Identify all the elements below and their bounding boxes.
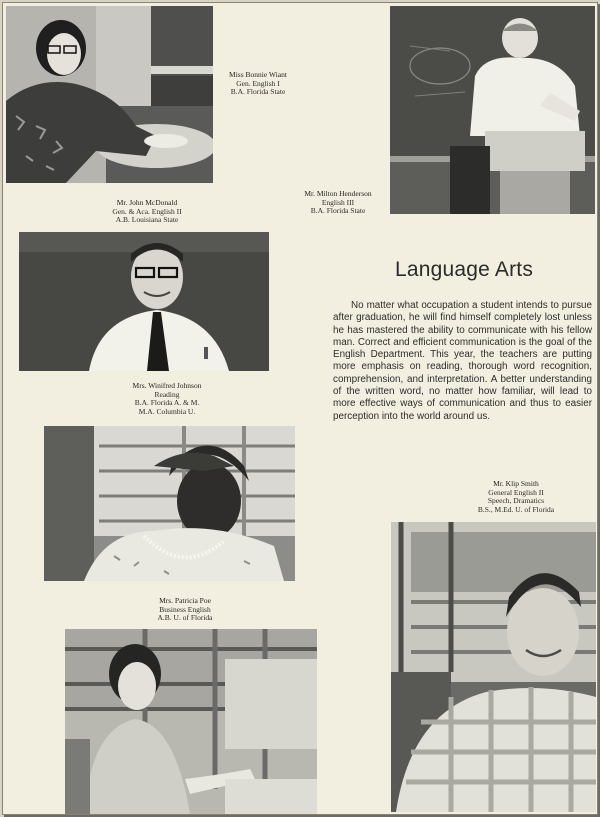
caption-line: B.A. Florida A. & M. — [134, 398, 200, 408]
photo-patricia-poe — [65, 629, 317, 814]
caption-name: Mrs. Patricia Poe — [159, 596, 211, 605]
caption-line: Reading — [154, 389, 180, 399]
caption-john-mcdonald — [100, 199, 194, 225]
caption-milton-henderson — [292, 190, 384, 216]
photo-john-mcdonald — [19, 232, 269, 371]
caption-line: M.A. Columbia U. — [138, 406, 196, 416]
photo-milton-henderson — [390, 6, 595, 214]
caption-line: Gen. & Aca. English II — [112, 206, 182, 216]
photo-winifred-johnson — [44, 426, 295, 581]
caption-klip-smith — [461, 480, 571, 514]
caption-line: B.A. Florida State — [230, 87, 286, 97]
caption-line: Speech, Dramatics — [487, 496, 545, 506]
caption-name: Mr. John McDonald — [116, 198, 178, 207]
caption-line: A.B. Louisiana State — [115, 215, 179, 225]
caption-name: Mrs. Winifred Johnson — [132, 381, 202, 390]
caption-name: Miss Bonnie Wiant — [229, 70, 287, 79]
caption-line: A.B. U. of Florida — [157, 613, 213, 623]
yearbook-page — [2, 2, 598, 815]
caption-line: Business English — [159, 604, 211, 614]
photo-bonnie-wiant — [6, 6, 213, 183]
caption-line: Gen. English I — [236, 78, 280, 88]
caption-patricia-poe — [140, 597, 230, 623]
caption-line: General English II — [488, 487, 544, 497]
caption-bonnie-wiant — [217, 71, 299, 97]
photo-klip-smith — [391, 522, 596, 812]
page-title: Language Arts — [395, 258, 534, 281]
caption-line: B.S., M.Ed. U. of Florida — [477, 504, 555, 514]
caption-line: English III — [321, 197, 355, 207]
caption-name: Mr. Klip Smith — [493, 479, 539, 488]
caption-winifred-johnson — [117, 382, 217, 416]
article-body: No matter what occupation a student intends to pursue after graduation, he will find himself completely lost unless he has mastered the ability to communicate with his fellow man. Correct and efficient communication is the goal of the English Department. This year, the teachers are putting more emphasis on reading, thorough word recognition, comprehension, and interpretation. A better understanding of the written word, no matter how familiar, will lead to more effective ways of communication and thus to easier perception into the world around us. — [333, 300, 592, 422]
caption-name: Mr. Milton Henderson — [304, 189, 372, 198]
caption-line: B.A. Florida State — [310, 206, 366, 216]
